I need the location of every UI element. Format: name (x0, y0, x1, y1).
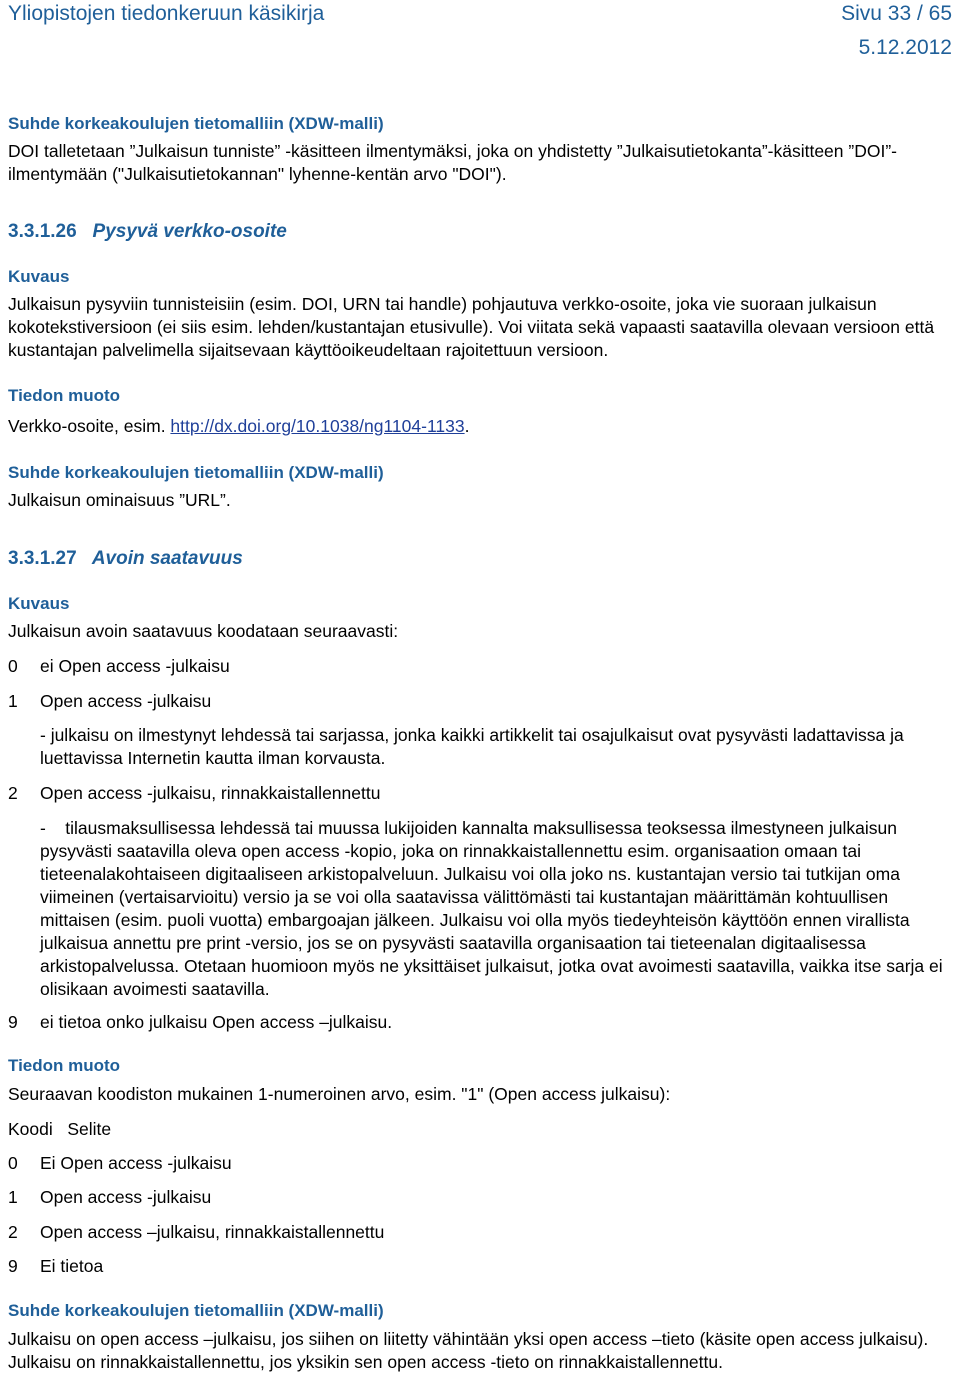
table-row (8, 1186, 952, 1209)
s26-muoto-text (8, 415, 952, 438)
item-label: Open access -julkaisu (40, 691, 212, 711)
list-item (8, 1011, 952, 1034)
s27-muoto-label: Tiedon muoto (8, 1056, 121, 1075)
list-item (8, 782, 952, 805)
table-row (8, 1221, 952, 1244)
section-title: Avoin saatavuus (91, 548, 243, 569)
s26-xdw-text: Julkaisun ominaisuus ”URL”. (8, 490, 231, 510)
section-3-3-1-26-heading (8, 221, 952, 243)
s26-muoto-suffix: . (464, 416, 470, 436)
intro-text: DOI talletetaan ”Julkaisun tunniste” -käsitteen ilmentymäksi, joka on yhdistetty ”Julkaisutietokanta”-käsitteen ”DOI”-ilmentymään ("Julkaisutietokannan" lyhenne-kentän arvo "DOI"). (8, 141, 897, 184)
s26-kuvaus-label: Kuvaus (8, 267, 70, 286)
item-1-note: - julkaisu on ilmestynyt lehdessä tai sarjassa, jonka kaikki artikkelit tai osajulkaisut ovat pysyvästi ladattavissa ja luettavissa Internetin kautta ilman korvausta. (40, 725, 904, 768)
section-title: Pysyvä verkko-osoite (92, 221, 287, 242)
code-column-header: Koodi (8, 1119, 53, 1139)
header-date: 5.12.2012 (858, 36, 952, 59)
row-label: Ei Open access -julkaisu (40, 1153, 232, 1173)
row-code: 2 (8, 1222, 18, 1242)
item-label: ei tietoa onko julkaisu Open access –julkaisu. (40, 1012, 393, 1032)
row-code: 9 (8, 1256, 18, 1276)
item-label: ei Open access -julkaisu (40, 656, 230, 676)
item-label: Open access -julkaisu, rinnakkaistallennettu (40, 783, 381, 803)
list-item (8, 655, 952, 678)
row-label: Open access -julkaisu (40, 1187, 212, 1207)
list-item (8, 690, 952, 713)
item-code: 0 (8, 656, 18, 676)
s27-kuvaus-label: Kuvaus (8, 594, 70, 613)
label-column-header: Selite (67, 1119, 112, 1139)
intro-heading: Suhde korkeakoulujen tietomalliin (XDW-malli) (8, 114, 384, 133)
item-code: 2 (8, 783, 18, 803)
row-label: Ei tietoa (40, 1256, 104, 1276)
row-code: 1 (8, 1187, 18, 1207)
doi-link[interactable]: http://dx.doi.org/10.1038/ng1104-1133 (170, 416, 465, 436)
s27-xdw-text: Julkaisu on open access –julkaisu, jos siihen on liitetty vähintään yksi open access –tieto (käsite open access julkaisu). Julkaisu on rinnakkaistallennettu, jos yksikin sen open access -tieto on rinnakkaistallennettu. (8, 1329, 929, 1372)
s26-muoto-prefix: Verkko-osoite, esim. (8, 416, 171, 436)
s27-xdw-label: Suhde korkeakoulujen tietomalliin (XDW-malli) (8, 1301, 384, 1320)
item-2-note: - tilausmaksullisessa lehdessä tai muussa lukijoiden kannalta maksullisessa teoksessa ilmestyneen julkaisun pysyvästi saatavilla oleva open access -kopio, joka on rinnakkaistallennettu esim. organisaation omaan tai tieteenalakohtaiseen digitaaliseen arkistopalveluun. Julkaisu voi olla joko ns. kustantajan versio tai tutkijan oma viimeinen (vertaisarvioitu) versio ja se voi olla saatavissa välittömästi tai kustantajan määrittämän kohtuullisen mittaisen (esim. puoli vuotta) embargoajan jälkeen. Julkaisu voi olla myös tiedeyhteisön käyttöön ennen virallista julkaisua annettu pre print -versio, jos se on pysyvästi saatavilla organisaation tai tieteenalan digitaalisessa arkistopalvelussa. Otetaan huomioon myös ne yksittäiset julkaisut, jotka ovat avoimesti saatavilla, vaikka itse sarja ei olisikaan avoimesti saatavilla. (40, 818, 948, 999)
code-table-header (8, 1118, 952, 1141)
s27-muoto-text: Seuraavan koodiston mukainen 1-numeroinen arvo, esim. "1" (Open access julkaisu): (8, 1084, 671, 1104)
section-number: 3.3.1.26 (8, 221, 77, 242)
section-3-3-1-27-heading (8, 548, 952, 570)
s26-xdw-label: Suhde korkeakoulujen tietomalliin (XDW-malli) (8, 463, 384, 482)
row-code: 0 (8, 1153, 18, 1173)
item-code: 1 (8, 691, 18, 711)
s26-kuvaus-text: Julkaisun pysyviin tunnisteisiin (esim. DOI, URN tai handle) pohjautuva verkko-osoite, joka vie suoraan julkaisun kokotekstiversioon (ei siis esim. lehden/kustantajan etusivulle). Voi viitata sekä vapaasti saatavilla olevaan versioon että kustantajan palvelimella sijaitsevaan käyttöoikeudeltaan rajoitettuun versioon. (8, 294, 935, 360)
header-page-number: Sivu 33 / 65 (841, 2, 952, 25)
s27-kuvaus-text: Julkaisun avoin saatavuus koodataan seuraavasti: (8, 621, 399, 641)
row-label: Open access –julkaisu, rinnakkaistallennettu (40, 1222, 385, 1242)
s26-muoto-label: Tiedon muoto (8, 386, 121, 405)
item-code: 9 (8, 1012, 18, 1032)
section-number: 3.3.1.27 (8, 548, 77, 569)
table-row (8, 1255, 952, 1278)
header-title: Yliopistojen tiedonkeruun käsikirja (8, 2, 325, 25)
table-row (8, 1152, 952, 1175)
